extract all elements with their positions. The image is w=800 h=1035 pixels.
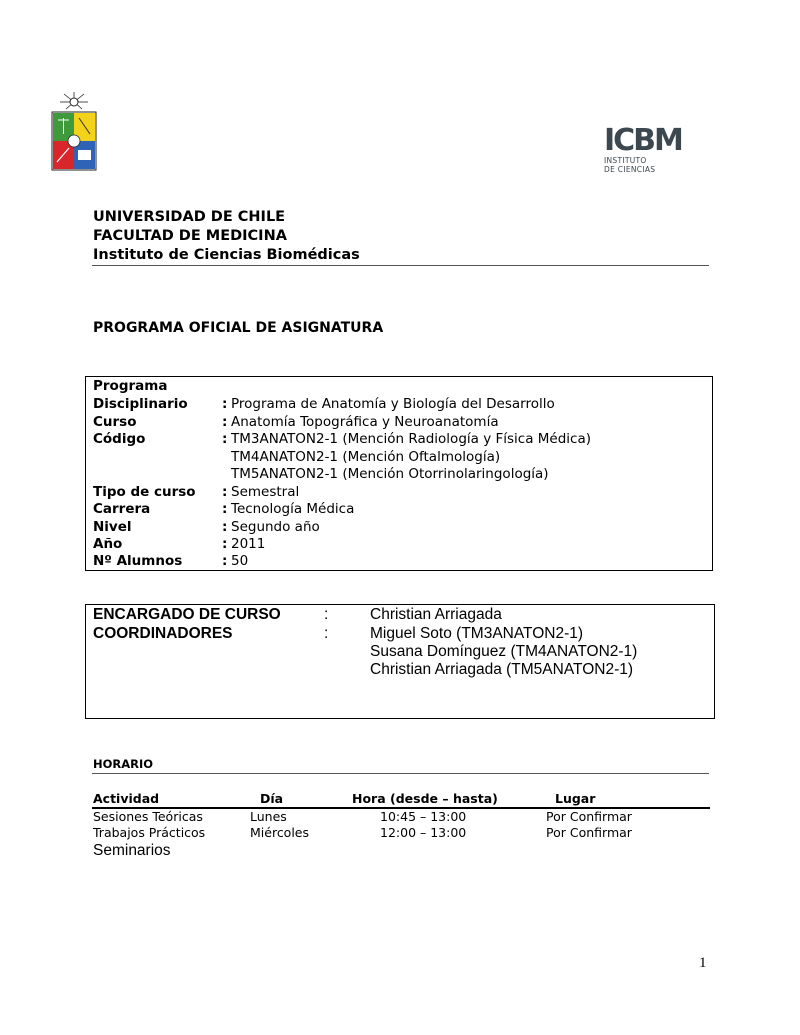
universidad-de-chile-logo	[50, 90, 98, 174]
schedule-cell-hora: 12:00 – 13:00	[380, 825, 467, 840]
label-programa: Programa	[93, 378, 168, 394]
value-codigo-3: TM5ANATON2-1 (Mención Otorrinolaringología)	[231, 466, 549, 482]
document-title: PROGRAMA OFICIAL DE ASIGNATURA	[93, 320, 384, 336]
value-coordinador-1: Miguel Soto (TM3ANATON2-1)	[370, 625, 584, 642]
schedule-cell-actividad: Sesiones Teóricas	[93, 809, 203, 824]
value-disciplinario: Programa de Anatomía y Biología del Desarrollo	[231, 396, 555, 412]
colon: :	[222, 536, 228, 552]
label-coordinadores: COORDINADORES	[93, 625, 233, 642]
schedule-header-actividad: Actividad	[93, 791, 160, 806]
schedule-cell-lugar: Por Confirmar	[546, 809, 632, 824]
label-codigo: Código	[93, 431, 146, 447]
label-encargado-de-curso: ENCARGADO DE CURSO	[93, 606, 281, 623]
value-codigo-1: TM3ANATON2-1 (Mención Radiología y Física Médica)	[231, 431, 592, 447]
label-ano: Año	[93, 536, 123, 552]
schedule-cell-dia: Lunes	[250, 809, 287, 824]
schedule-cell-dia: Miércoles	[250, 825, 310, 840]
schedule-cell-hora: 10:45 – 13:00	[380, 809, 467, 824]
schedule-header-hora: Hora (desde – hasta)	[352, 791, 498, 806]
faculty-name: FACULTAD DE MEDICINA	[93, 228, 287, 244]
label-nivel: Nivel	[93, 519, 132, 535]
value-tipo-de-curso: Semestral	[231, 484, 300, 500]
label-tipo-de-curso: Tipo de curso	[93, 484, 196, 500]
schedule-seminarios: Seminarios	[93, 842, 171, 859]
header-divider	[92, 265, 709, 266]
value-coordinador-2: Susana Domínguez (TM4ANATON2-1)	[370, 643, 638, 660]
colon: :	[324, 606, 329, 623]
label-curso: Curso	[93, 414, 137, 430]
value-ano: 2011	[231, 536, 266, 552]
value-n-alumnos: 50	[231, 553, 249, 569]
label-n-alumnos: Nº Alumnos	[93, 553, 183, 569]
colon: :	[222, 396, 228, 412]
colon: :	[222, 553, 228, 569]
schedule-cell-actividad: Trabajos Prácticos	[93, 825, 206, 840]
schedule-divider	[92, 773, 709, 774]
value-encargado-de-curso: Christian Arriagada	[370, 606, 502, 623]
schedule-title: HORARIO	[93, 757, 154, 771]
icbm-logo-line1: INSTITUTO	[604, 156, 647, 165]
schedule-header-lugar: Lugar	[555, 791, 596, 806]
label-disciplinario: Disciplinario	[93, 396, 188, 412]
colon: :	[222, 431, 228, 447]
icbm-logo-mark: ICBM	[604, 123, 682, 158]
label-carrera: Carrera	[93, 501, 151, 517]
value-curso: Anatomía Topográfica y Neuroanatomía	[231, 414, 499, 430]
icbm-logo-line2: DE CIENCIAS	[604, 165, 656, 174]
schedule-header-dia: Día	[260, 791, 284, 806]
icbm-logo	[604, 123, 682, 178]
value-codigo-2: TM4ANATON2-1 (Mención Oftalmología)	[231, 449, 501, 465]
value-coordinador-3: Christian Arriagada (TM5ANATON2-1)	[370, 661, 634, 678]
institute-name: Instituto de Ciencias Biomédicas	[93, 247, 360, 263]
schedule-cell-lugar: Por Confirmar	[546, 825, 632, 840]
university-name: UNIVERSIDAD DE CHILE	[93, 209, 286, 225]
page-number: 1	[699, 955, 707, 971]
colon: :	[222, 519, 228, 535]
colon: :	[222, 501, 228, 517]
colon: :	[324, 625, 329, 642]
value-carrera: Tecnología Médica	[231, 501, 355, 517]
value-nivel: Segundo año	[231, 519, 320, 535]
colon: :	[222, 484, 228, 500]
colon: :	[222, 414, 228, 430]
